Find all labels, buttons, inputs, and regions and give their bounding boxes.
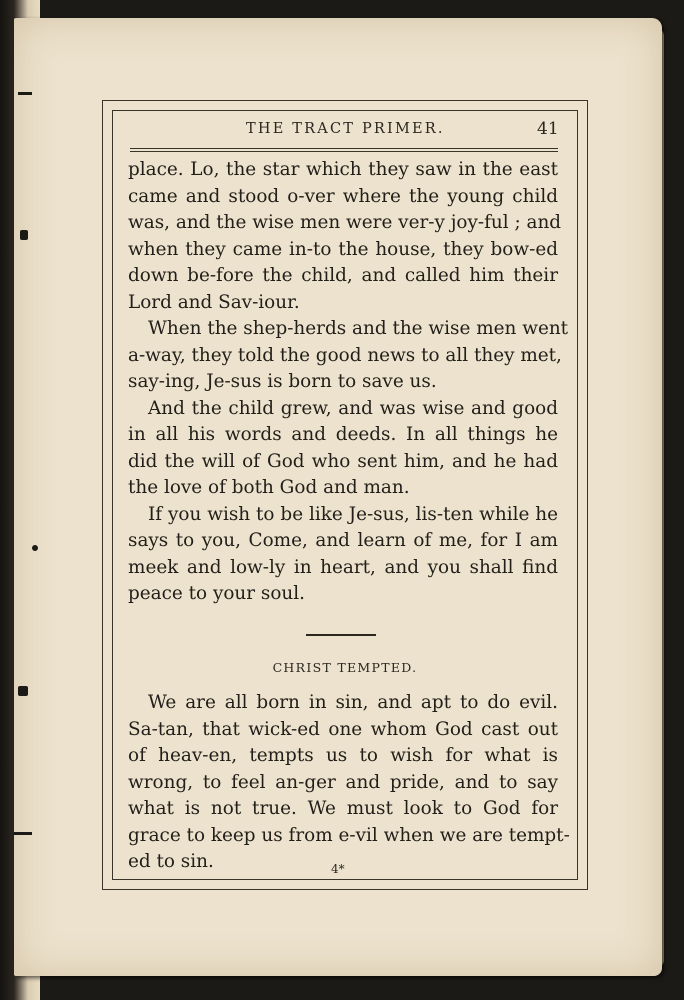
text-line: when they came in-to the house, they bow-ed (128, 238, 558, 260)
text-line: of heav-en, tempts us to wish for what is (128, 745, 558, 766)
binding-mark (20, 230, 28, 240)
text-line: says to you, Come, and learn of me, for I am (128, 530, 558, 551)
section-divider (306, 634, 376, 636)
text-line: meek and low-ly in heart, and you shall find (128, 556, 558, 578)
text-line: was, and the wise men were ver-y joy-ful ; and (128, 212, 562, 233)
text-line: When the shep-herds and the wise men went (148, 318, 569, 339)
running-title: THE TRACT PRIMER. (246, 121, 445, 137)
text-line: ed to sin. (128, 851, 214, 872)
binding-mark (18, 686, 28, 696)
paragraph (128, 690, 570, 876)
section-title: CHRIST TEMPTED. (272, 660, 418, 675)
text-line: say-ing, Je-sus is born to save us. (128, 371, 437, 392)
text-line: down be-fore the child, and called him their (128, 265, 558, 286)
text-line: the love of both God and man. (128, 477, 410, 498)
text-line: And the child grew, and was wise and good (148, 397, 558, 419)
text-line: If you wish to be like Je-sus, lis-ten while he (148, 503, 558, 525)
binding-mark (32, 545, 38, 551)
page-header (112, 116, 578, 144)
header-rule (130, 151, 558, 152)
paragraph (128, 502, 558, 608)
text-line: came and stood o-ver where the young child (128, 185, 558, 207)
paragraph (128, 157, 562, 316)
paragraph (128, 396, 558, 502)
page-number: 41 (537, 119, 559, 139)
text-line: in all his words and deeds. In all things he (128, 424, 558, 445)
text-line: peace to your soul. (128, 583, 305, 604)
section-body-text (128, 690, 570, 876)
text-line: a-way, they told the good news to all they met, (128, 344, 562, 366)
text-line: We are all born in sin, and apt to do evil. (148, 692, 558, 713)
binding-mark (14, 832, 32, 835)
text-line: wrong, to feel an-ger and pride, and to say (128, 771, 558, 793)
text-line: place. Lo, the star which they saw in the east (128, 159, 558, 180)
paragraph (128, 316, 569, 396)
text-line: what is not true. We must look to God for (128, 798, 558, 819)
body-text (128, 157, 569, 608)
text-line: Sa-tan, that wick-ed one whom God cast out (128, 718, 558, 740)
binding-mark (18, 92, 32, 95)
text-line: Lord and Sav-iour. (128, 291, 300, 313)
header-rule (130, 148, 558, 149)
text-line: grace to keep us from e-vil when we are tempt- (128, 824, 570, 846)
text-line: did the will of God who sent him, and he had (128, 450, 558, 472)
signature-mark: 4* (331, 862, 345, 876)
